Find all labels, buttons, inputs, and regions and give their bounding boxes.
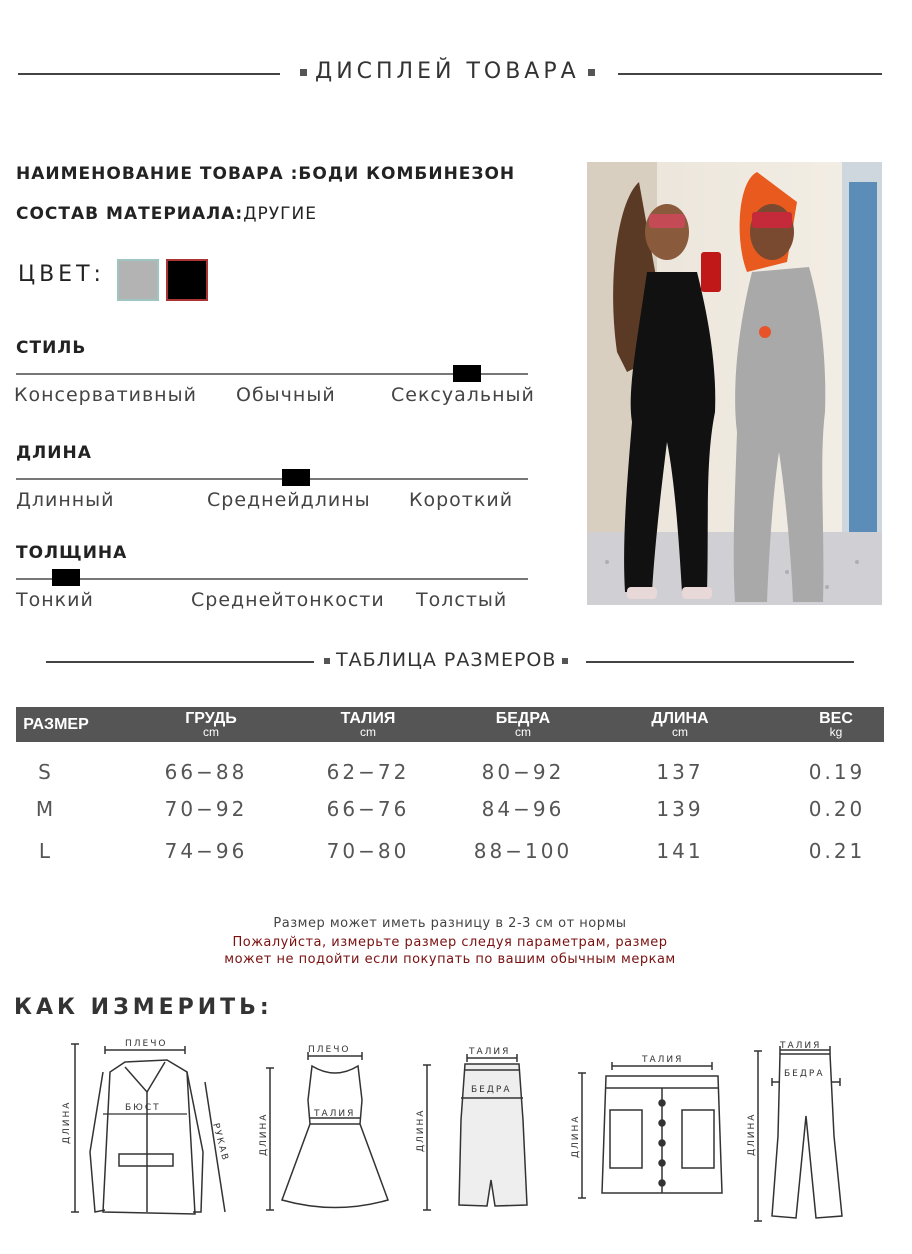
style-scale-marker [453, 365, 481, 382]
column-header-waist-unit: cm [360, 725, 376, 739]
style-option-1: Консервативный [14, 384, 197, 406]
table-cell-size: L [38, 839, 54, 863]
table-cell-length: 141 [656, 839, 704, 863]
style-option-2: Обычный [236, 384, 336, 406]
color-label: ЦВЕТ: [18, 262, 105, 287]
size-table-header [16, 707, 884, 742]
square-bullet-icon [300, 69, 307, 76]
column-header-size [16, 717, 96, 732]
column-header-hips [473, 711, 573, 738]
length-scale-line [16, 478, 528, 480]
thickness-scale-marker [52, 569, 80, 586]
column-header-waist-name: ТАЛИЯ [340, 710, 396, 727]
table-cell-waist: 62−72 [326, 760, 410, 784]
pants-waist-label: ТАЛИЯ [780, 1041, 822, 1051]
table-cell-size: M [35, 797, 57, 821]
length-option-1: Длинный [16, 489, 115, 511]
length-option-2: Среднейдлины [207, 489, 371, 511]
column-header-chest [161, 711, 261, 738]
material-value: ДРУГИЕ [243, 204, 317, 224]
coat-sleeve-label: РУКАВ [210, 1122, 231, 1164]
table-cell-hips: 84−96 [481, 797, 565, 821]
product-photo-illustration [587, 162, 882, 605]
product-name-label: НАИМЕНОВАНИЕ ТОВАРА : [16, 164, 299, 184]
dress-length-label: ДЛИНА [259, 1112, 269, 1156]
shorts-length-label: ДЛИНА [571, 1114, 581, 1158]
length-option-3: Короткий [409, 489, 514, 511]
table-cell-waist: 66−76 [326, 797, 410, 821]
column-header-hips-name: БЕДРА [495, 710, 551, 727]
column-header-length-unit: cm [672, 725, 688, 739]
material-label: СОСТАВ МАТЕРИАЛА: [16, 204, 244, 224]
table-cell-chest: 74−96 [164, 839, 248, 863]
color-swatch-gray[interactable] [117, 259, 159, 301]
color-swatch-black[interactable] [166, 259, 208, 301]
size-table-divider-left [46, 661, 314, 663]
column-header-size-name: РАЗМЕР [23, 716, 89, 733]
thickness-option-1: Тонкий [16, 589, 94, 611]
thickness-scale-line [16, 578, 528, 580]
table-cell-length: 137 [656, 760, 704, 784]
shorts-waist-label: ТАЛИЯ [642, 1055, 684, 1065]
table-cell-chest: 70−92 [164, 797, 248, 821]
dress-diagram [260, 1040, 400, 1215]
square-bullet-icon [324, 658, 330, 664]
coat-length-label: ДЛИНА [62, 1100, 72, 1144]
skirt-hips-label: БЕДРА [471, 1085, 512, 1095]
square-bullet-icon [588, 69, 595, 76]
column-header-weight [786, 711, 886, 738]
header-divider-left [18, 73, 280, 75]
column-header-length-name: ДЛИНА [651, 710, 709, 727]
column-header-waist [318, 711, 418, 738]
thickness-option-3: Толстый [416, 589, 508, 611]
material-row [16, 204, 317, 224]
size-note-2: Пожалуйста, измерьте размер следуя параметрам, размер [232, 935, 668, 950]
table-cell-weight: 0.21 [808, 839, 866, 863]
column-header-hips-unit: cm [515, 725, 531, 739]
column-header-chest-unit: cm [203, 725, 219, 739]
table-cell-chest: 66−88 [164, 760, 248, 784]
skirt-waist-label: ТАЛИЯ [469, 1047, 511, 1057]
thickness-option-2: Среднейтонкости [191, 589, 385, 611]
product-name-row [16, 164, 515, 184]
size-note-1: Размер может иметь разницу в 2-3 см от нормы [273, 916, 627, 931]
coat-bust-label: БЮСТ [125, 1103, 161, 1113]
header-title [292, 59, 603, 84]
product-name-value: БОДИ КОМБИНЕЗОН [298, 164, 516, 184]
column-header-weight-unit: kg [829, 725, 843, 739]
table-cell-weight: 0.19 [808, 760, 866, 784]
skirt-length-label: ДЛИНА [416, 1108, 426, 1152]
pants-length-label: ДЛИНА [747, 1112, 757, 1156]
dress-shoulder-label: ПЛЕЧО [308, 1045, 351, 1055]
size-table-divider-right [586, 661, 854, 663]
product-photo [587, 162, 882, 605]
table-cell-waist: 70−80 [326, 839, 410, 863]
header-title-text: ДИСПЛЕЙ ТОВАРА [315, 59, 580, 84]
dress-waist-label: ТАЛИЯ [314, 1109, 356, 1119]
size-table-title [318, 649, 574, 671]
pants-diagram [747, 1036, 860, 1226]
style-scale-line [16, 373, 528, 375]
shorts-diagram [572, 1048, 747, 1208]
style-scale-title: СТИЛЬ [16, 338, 87, 358]
coat-diagram [55, 1032, 235, 1222]
table-cell-length: 139 [656, 797, 704, 821]
table-cell-size: S [38, 760, 54, 784]
measure-title: КАК ИЗМЕРИТЬ: [14, 995, 273, 1020]
style-option-3: Сексуальный [391, 384, 535, 406]
size-table-title-text: ТАБЛИЦА РАЗМЕРОВ [336, 649, 557, 671]
table-cell-hips: 80−92 [481, 760, 565, 784]
header-divider-right [618, 73, 882, 75]
size-note-3: может не подойти если покупать по вашим обычным меркам [224, 952, 676, 967]
skirt-diagram [415, 1040, 535, 1215]
length-scale-marker [282, 469, 310, 486]
pants-hips-label: БЕДРА [784, 1069, 825, 1079]
square-bullet-icon [562, 658, 568, 664]
coat-shoulder-label: ПЛЕЧО [125, 1039, 168, 1049]
column-header-weight-name: ВЕС [819, 710, 853, 727]
thickness-scale-title: ТОЛЩИНА [16, 543, 128, 563]
column-header-chest-name: ГРУДЬ [185, 710, 237, 727]
column-header-length [630, 711, 730, 738]
table-cell-hips: 88−100 [473, 839, 573, 863]
table-cell-weight: 0.20 [808, 797, 866, 821]
length-scale-title: ДЛИНА [16, 443, 92, 463]
